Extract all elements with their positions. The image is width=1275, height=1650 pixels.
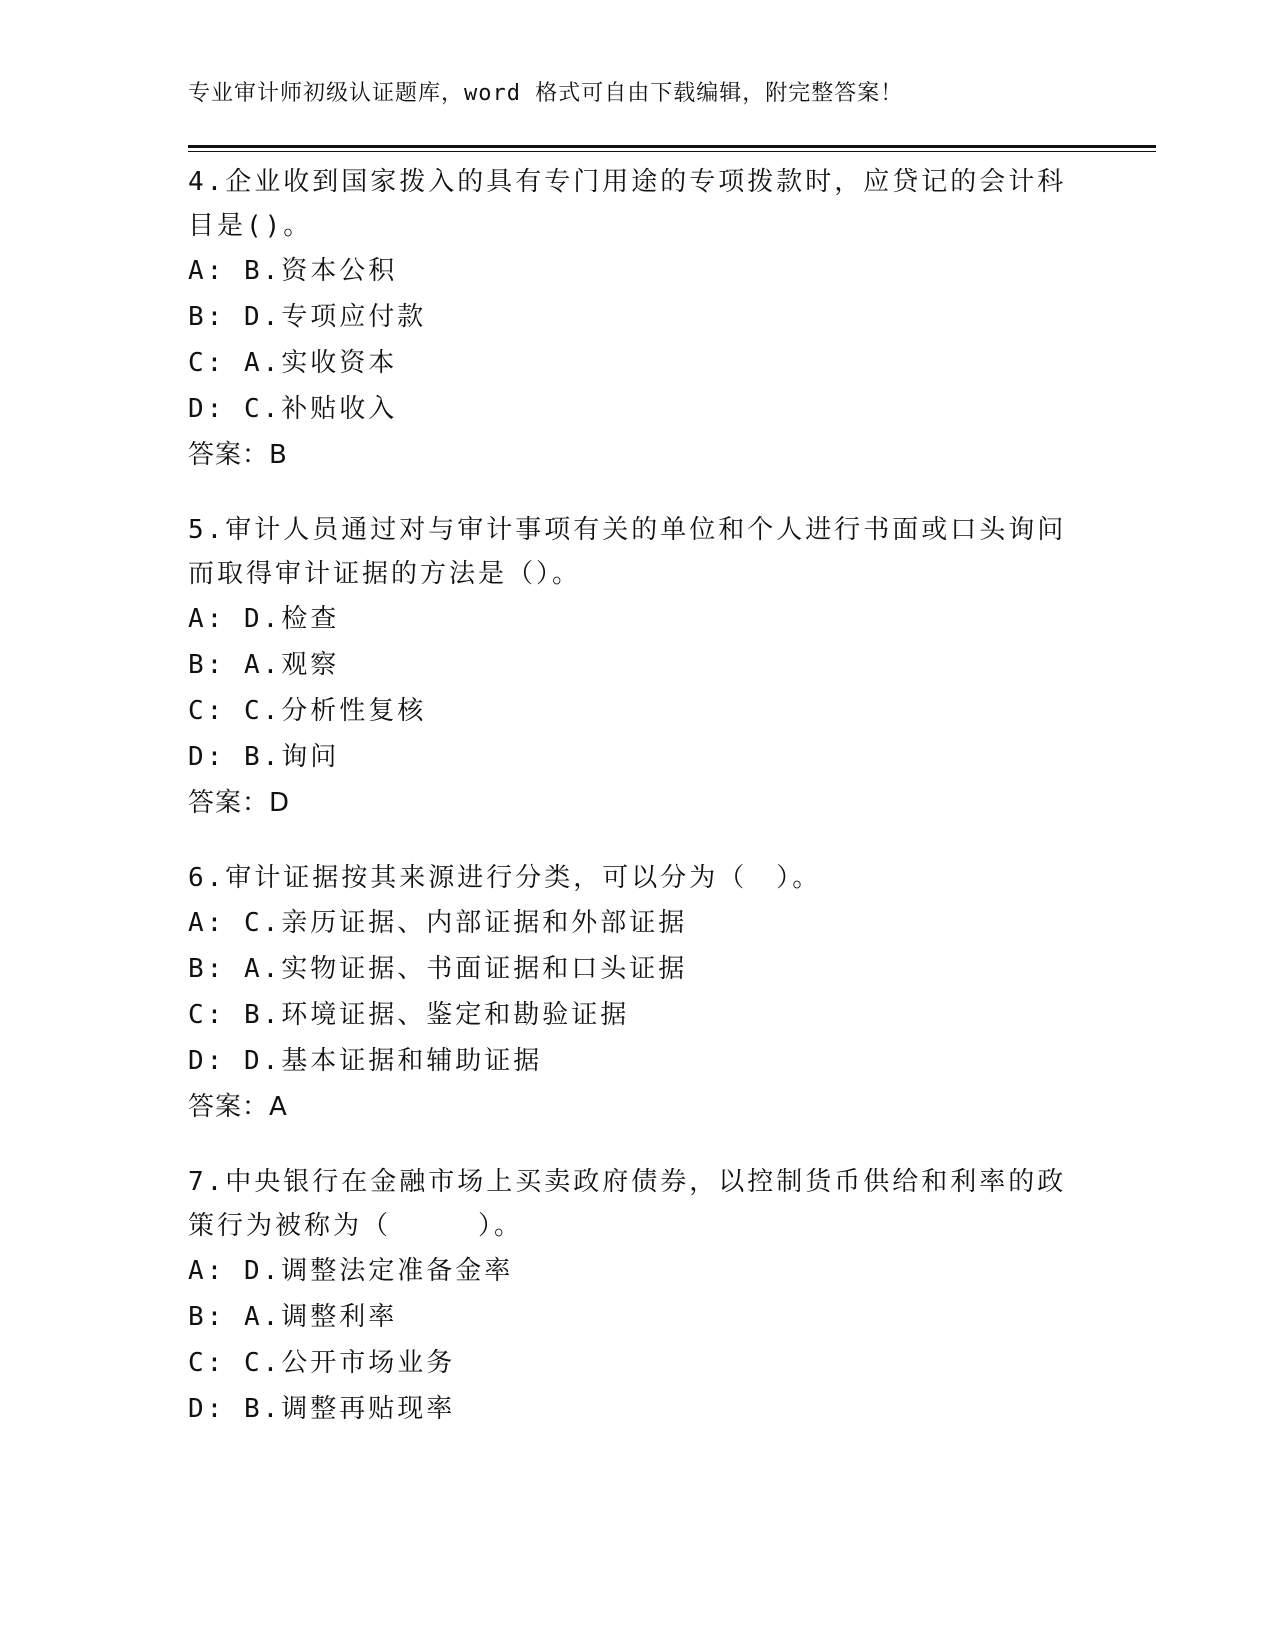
option-d: D: B.询问 [188, 742, 340, 772]
option-a: A: D.调整法定准备金率 [188, 1256, 514, 1286]
answer-line: 答案：A [188, 1092, 288, 1122]
answer-line: 答案：D [188, 788, 291, 818]
question-stem: 7.中央银行在金融市场上买卖政府债券，以控制货币供给和利率的政策行为被称为（ ）。 [188, 1167, 1067, 1241]
option-c: C: C.公开市场业务 [188, 1348, 456, 1378]
question-7 [188, 1160, 1088, 1432]
option-c: C: A.实收资本 [188, 348, 398, 378]
question-stem: 4.企业收到国家拨入的具有专门用途的专项拨款时，应贷记的会计科目是()。 [188, 167, 1067, 241]
option-a: A: B.资本公积 [188, 256, 398, 286]
header-rule-thick [188, 145, 1156, 148]
option-b: B: A.调整利率 [188, 1302, 398, 1332]
question-5 [188, 508, 1088, 826]
option-c: C: B.环境证据、鉴定和勘验证据 [188, 1000, 630, 1030]
option-a: A: C.亲历证据、内部证据和外部证据 [188, 908, 688, 938]
option-b: B: A.实物证据、书面证据和口头证据 [188, 954, 688, 984]
option-d: D: B.调整再贴现率 [188, 1394, 456, 1424]
question-stem: 5.审计人员通过对与审计事项有关的单位和个人进行书面或口头询问而取得审计证据的方法是（）。 [188, 515, 1067, 589]
option-d: D: D.基本证据和辅助证据 [188, 1046, 543, 1076]
page-header: 专业审计师初级认证题库，word 格式可自由下载编辑，附完整答案！ [188, 81, 904, 106]
option-d: D: C.补贴收入 [188, 394, 398, 424]
option-b: B: D.专项应付款 [188, 302, 427, 332]
header-rule-thin [188, 151, 1156, 152]
question-4 [188, 160, 1088, 478]
option-a: A: D.检查 [188, 604, 340, 634]
question-6 [188, 856, 1088, 1130]
answer-line: 答案：B [188, 440, 288, 470]
question-stem: 6.审计证据按其来源进行分类，可以分为（ ）。 [188, 863, 822, 893]
option-c: C: C.分析性复核 [188, 696, 427, 726]
question-list [188, 160, 1088, 1462]
option-b: B: A.观察 [188, 650, 340, 680]
